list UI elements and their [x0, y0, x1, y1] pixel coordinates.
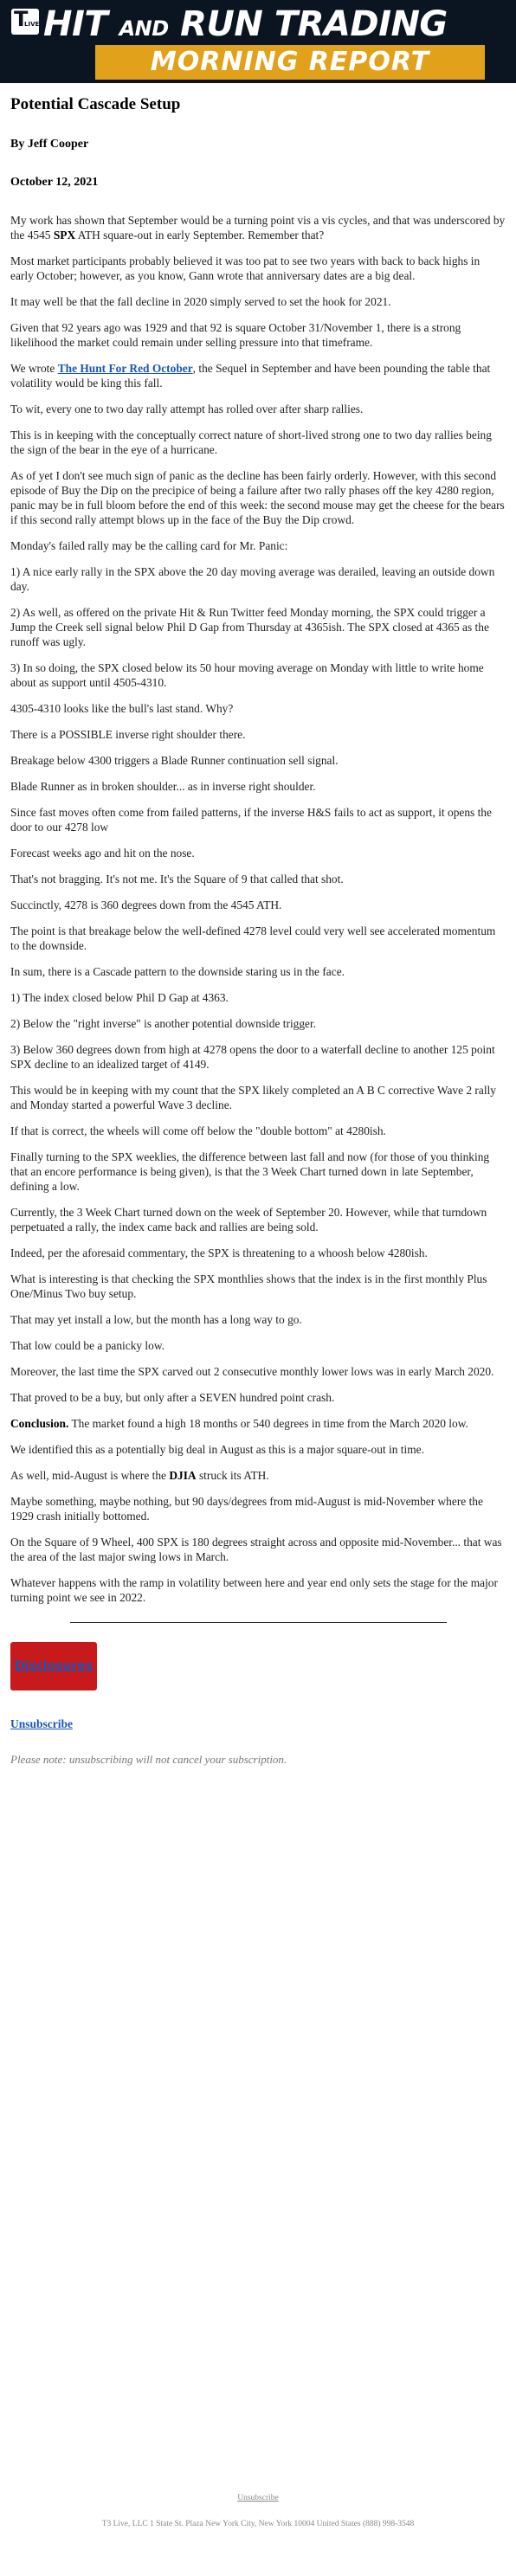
- paragraph: We identified this as a potentially big deal in August as this is a major square-out in time.: [10, 1443, 424, 1456]
- brand-word-and: AND: [119, 16, 169, 41]
- paragraph: Most market participants probably believed it was too pat to see two years with back to back highs in early October; however, as you know, Gann wrote that anniversary dates are a big deal.: [10, 254, 481, 282]
- paragraph: If that is correct, the wheels will come off below the "double bottom" at 4280ish.: [10, 1124, 386, 1137]
- paragraph: Finally turning to the SPX weeklies, the difference between last fall and now (for those of you thinking that an encore performance is being given), is that the 3 Week Chart turned down in late September, defining a low.: [10, 1150, 490, 1193]
- unsubscribe-link[interactable]: Unsubscribe: [10, 1717, 74, 1730]
- paragraph: 1) A nice early rally in the SPX above the 20 day moving average was derailed, leaving an outside down day.: [10, 565, 495, 593]
- paragraph: 3) Below 360 degrees down from high at 4278 opens the door to a waterfall decline to another 125 point SPX decline to an idealized target of 4149.: [10, 1043, 495, 1071]
- unsubscribe-note: Please note: unsubscribing will not cancel your subscription.: [10, 1753, 287, 1766]
- paragraph: Given that 92 years ago was 1929 and that 92 is square October 31/November 1, there is a strong likelihood the market could remain under selling pressure into that timeframe.: [10, 321, 461, 349]
- header-banner: [0, 0, 516, 83]
- paragraph: Since fast moves often come from failed patterns, if the inverse H&S fails to act as support, it opens the door to our 4278 low: [10, 806, 492, 834]
- paragraph: To wit, every one to two day rally attempt has rolled over after sharp rallies.: [10, 402, 364, 415]
- paragraph: [10, 361, 506, 390]
- footer: [0, 2494, 516, 2528]
- paragraph: Blade Runner as in broken shoulder... as in inverse right shoulder.: [10, 780, 316, 793]
- paragraph: There is a POSSIBLE inverse right shoulder there.: [10, 728, 246, 741]
- paragraph: Forecast weeks ago and hit on the nose.: [10, 847, 195, 860]
- morning-report-subtitle: MORNING REPORT: [95, 45, 485, 80]
- paragraph: Indeed, per the aforesaid commentary, the SPX is threatening to a whoosh below 4280ish.: [10, 1246, 428, 1259]
- disclosures-button[interactable]: Disclosures: [10, 1642, 97, 1690]
- paragraph: Maybe something, maybe nothing, but 90 days/degrees from mid-August is mid-November where the 1929 crash initially bottomed.: [10, 1495, 483, 1523]
- footer-address: T3 Live, LLC 1 State St. Plaza New York City, New York 10004 United States (888) 998-3548: [101, 2520, 415, 2528]
- text-run: The market found a high 18 months or 540 degrees in time from the March 2020 low.: [68, 1417, 468, 1430]
- paragraph: In sum, there is a Cascade pattern to the downside staring us in the face.: [10, 965, 345, 978]
- paragraph: This would be in keeping with my count that the SPX likely completed an A B C corrective Wave 2 rally and Monday started a powerful Wave 3 decline.: [10, 1084, 496, 1111]
- paragraph: On the Square of 9 Wheel, 400 SPX is 180 degrees straight across and opposite mid-November... that was the area of the last major swing lows in March.: [10, 1536, 502, 1563]
- logo-word: LIVE: [24, 21, 40, 28]
- divider: [70, 1622, 447, 1623]
- conclusion-label: Conclusion.: [10, 1417, 69, 1430]
- paragraph: Breakage below 4300 triggers a Blade Runner continuation sell signal.: [10, 754, 339, 767]
- footer-unsubscribe-link[interactable]: Unsubscribe: [237, 2494, 279, 2502]
- brand-word-run: RUN: [180, 4, 263, 44]
- hunt-for-red-october-link[interactable]: The Hunt For Red October: [57, 362, 193, 375]
- paragraph: Monday's failed rally may be the calling card for Mr. Panic:: [10, 539, 288, 552]
- ticker-spx: SPX: [53, 229, 76, 242]
- logo-letter: T: [14, 7, 29, 31]
- paragraph: 1) The index closed below Phil D Gap at 4363.: [10, 991, 229, 1004]
- paragraph: That may yet install a low, but the month has a long way to go.: [10, 1313, 302, 1326]
- paragraph: As of yet I don't see much sign of panic as the decline has been fairly orderly. However, with this second episode of Buy the Dip on the precipice of being a failure after two rally phases off the key 4280 region, panic may be in full bloom before the end of this week: the second mouse may get the cheese for the bears if this second rally attempt blows up in the face of the Buy the Dip crowd.: [10, 469, 505, 526]
- text-run: As well, mid-August is where the: [10, 1469, 170, 1482]
- paragraph: [10, 1468, 506, 1483]
- text-run: ATH square-out in early September. Remember that?: [75, 229, 325, 242]
- brand-word-trading: TRADING: [274, 4, 448, 44]
- paragraph: 2) As well, as offered on the private Hit & Run Twitter feed Monday morning, the SPX could trigger a Jump the Creek sell signal below Phil D Gap from Thursday at 4365ish. The SPX closed at 4365 as the runoff was ugly.: [10, 606, 489, 648]
- paragraph: That's not bragging. It's not me. It's the Square of 9 that called that shot.: [10, 873, 344, 886]
- text-run: We wrote: [10, 362, 58, 375]
- paragraph: [10, 213, 506, 242]
- paragraph: That proved to be a buy, but only after a SEVEN hundred point crash.: [10, 1391, 335, 1404]
- paragraph: 4305-4310 looks like the bull's last stand. Why?: [10, 702, 234, 715]
- paragraph: What is interesting is that checking the SPX monthlies shows that the index is in the first monthly Plus One/Minus Two buy setup.: [10, 1272, 487, 1300]
- text-run: , the Sequel in September and have been pounding the table that volatility would be king this fall.: [10, 362, 491, 390]
- ticker-djia: DJIA: [169, 1469, 197, 1482]
- article-title: Potential Cascade Setup: [10, 95, 181, 113]
- brand-title: [43, 5, 506, 48]
- paragraph: The point is that breakage below the well-defined 4278 level could very well see accelerated momentum to the downside.: [10, 924, 496, 952]
- paragraph: Moreover, the last time the SPX carved out 2 consecutive monthly lower lows was in early March 2020.: [10, 1365, 494, 1378]
- paragraph: That low could be a panicky low.: [10, 1339, 164, 1352]
- paragraph: Currently, the 3 Week Chart turned down on the week of September 20. However, while that turndown perpetuated a rally, the index came back and rallies are being sold.: [10, 1206, 487, 1233]
- t3-live-logo: [11, 9, 39, 35]
- paragraph: Succinctly, 4278 is 360 degrees down from the 4545 ATH.: [10, 898, 282, 911]
- byline: By Jeff Cooper: [10, 138, 89, 151]
- article-date: October 12, 2021: [10, 176, 99, 189]
- paragraph: This is in keeping with the conceptually correct nature of short-lived strong one to two day rallies being the sign of the bear in the eye of a hurricane.: [10, 428, 492, 456]
- paragraph: It may well be that the fall decline in 2020 simply served to set the hook for 2021.: [10, 295, 391, 308]
- text-run: My work has shown that September would be a turning point vis a vis cycles, and that was underscored by the 4545: [10, 214, 506, 242]
- article-body: [0, 95, 516, 1767]
- paragraph: 2) Below the "right inverse" is another potential downside trigger.: [10, 1017, 317, 1030]
- text-run: struck its ATH.: [196, 1469, 269, 1482]
- paragraph: [10, 1416, 506, 1431]
- paragraph: Whatever happens with the ramp in volatility between here and year end only sets the stage for the major turning point we see in 2022.: [10, 1576, 498, 1604]
- brand-word-hit: HIT: [43, 4, 108, 44]
- paragraph: 3) In so doing, the SPX closed below its 50 hour moving average on Monday with little to write home about as support until 4505-4310.: [10, 661, 484, 689]
